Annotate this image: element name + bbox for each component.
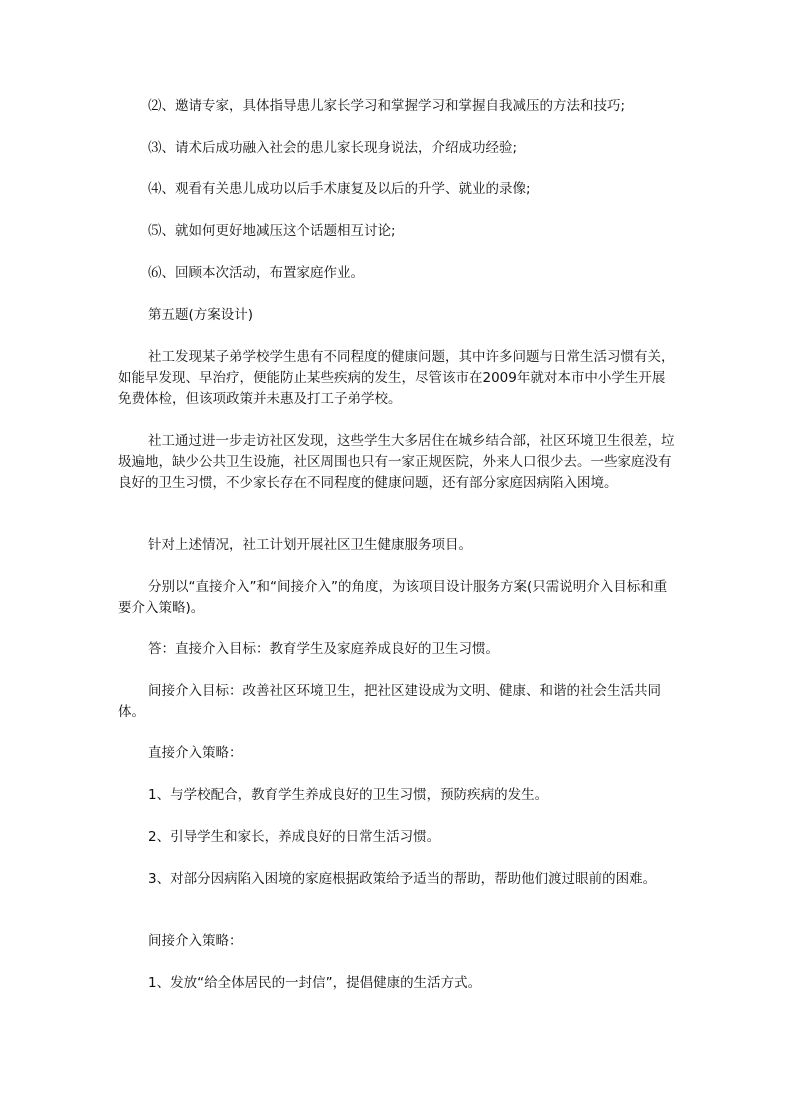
list-item-6: ⑹、回顾本次活动，布置家庭作业。 (148, 265, 364, 281)
paragraph-indirect-goal: 间接介入目标：改善社区环境卫生，把社区建设成为文明、健康、和谐的社会生活共同体。 (118, 683, 661, 720)
list-item-2: ⑵、邀请专家，具体指导患儿家长学习和掌握学习和掌握自我减压的方法和技巧; (148, 98, 626, 114)
list-item-5: ⑸、就如何更好地减压这个话题相互讨论; (148, 223, 396, 239)
paragraph-background: 社工发现某子弟学校学生患有不同程度的健康问题，其中许多问题与日常生活习惯有关，如能早发现、早治疗，便能防止某些疾病的发生，尽管该市在2009年就对本市中小学生开展免费体检，但该项政策并未惠及打工子弟学校。 (118, 349, 675, 407)
section-heading: 第五题(方案设计) (148, 307, 254, 323)
heading-indirect-strategy: 间接介入策略： (148, 933, 243, 949)
list-item-4: ⑷、观看有关患儿成功以后手术康复及以后的升学、就业的录像; (148, 181, 531, 197)
direct-strategy-3: 3、对部分因病陷入困境的家庭根据政策给予适当的帮助，帮助他们渡过眼前的困难。 (148, 871, 657, 887)
direct-strategy-2: 2、引导学生和家长，养成良好的日常生活习惯。 (148, 829, 441, 845)
indirect-strategy-1: 1、发放“给全体居民的一封信”，提倡健康的生活方式。 (148, 975, 482, 991)
paragraph-answer-direct-goal: 答：直接介入目标：教育学生及家庭养成良好的卫生习惯。 (148, 641, 499, 657)
list-item-3: ⑶、请术后成功融入社会的患儿家长现身说法，介绍成功经验; (148, 140, 518, 156)
paragraph-community: 社工通过进一步走访社区发现，这些学生大多居住在城乡结合部，社区环境卫生很差，垃圾遍地，缺少公共卫生设施，社区周围也只有一家正规医院，外来人口很少去。一些家庭没有良好的卫生习惯，不少家长存在不同程度的健康问题，还有部分家庭因病陷入困境。 (118, 433, 675, 491)
paragraph-plan: 针对上述情况，社工计划开展社区卫生健康服务项目。 (148, 537, 472, 553)
direct-strategy-1: 1、与学校配合，教育学生养成良好的卫生习惯，预防疾病的发生。 (148, 787, 549, 803)
heading-direct-strategy: 直接介入策略： (148, 745, 243, 761)
paragraph-question: 分别以“直接介入”和“间接介入”的角度，为该项目设计服务方案(只需说明介入目标和重要介入策略)。 (118, 579, 668, 616)
